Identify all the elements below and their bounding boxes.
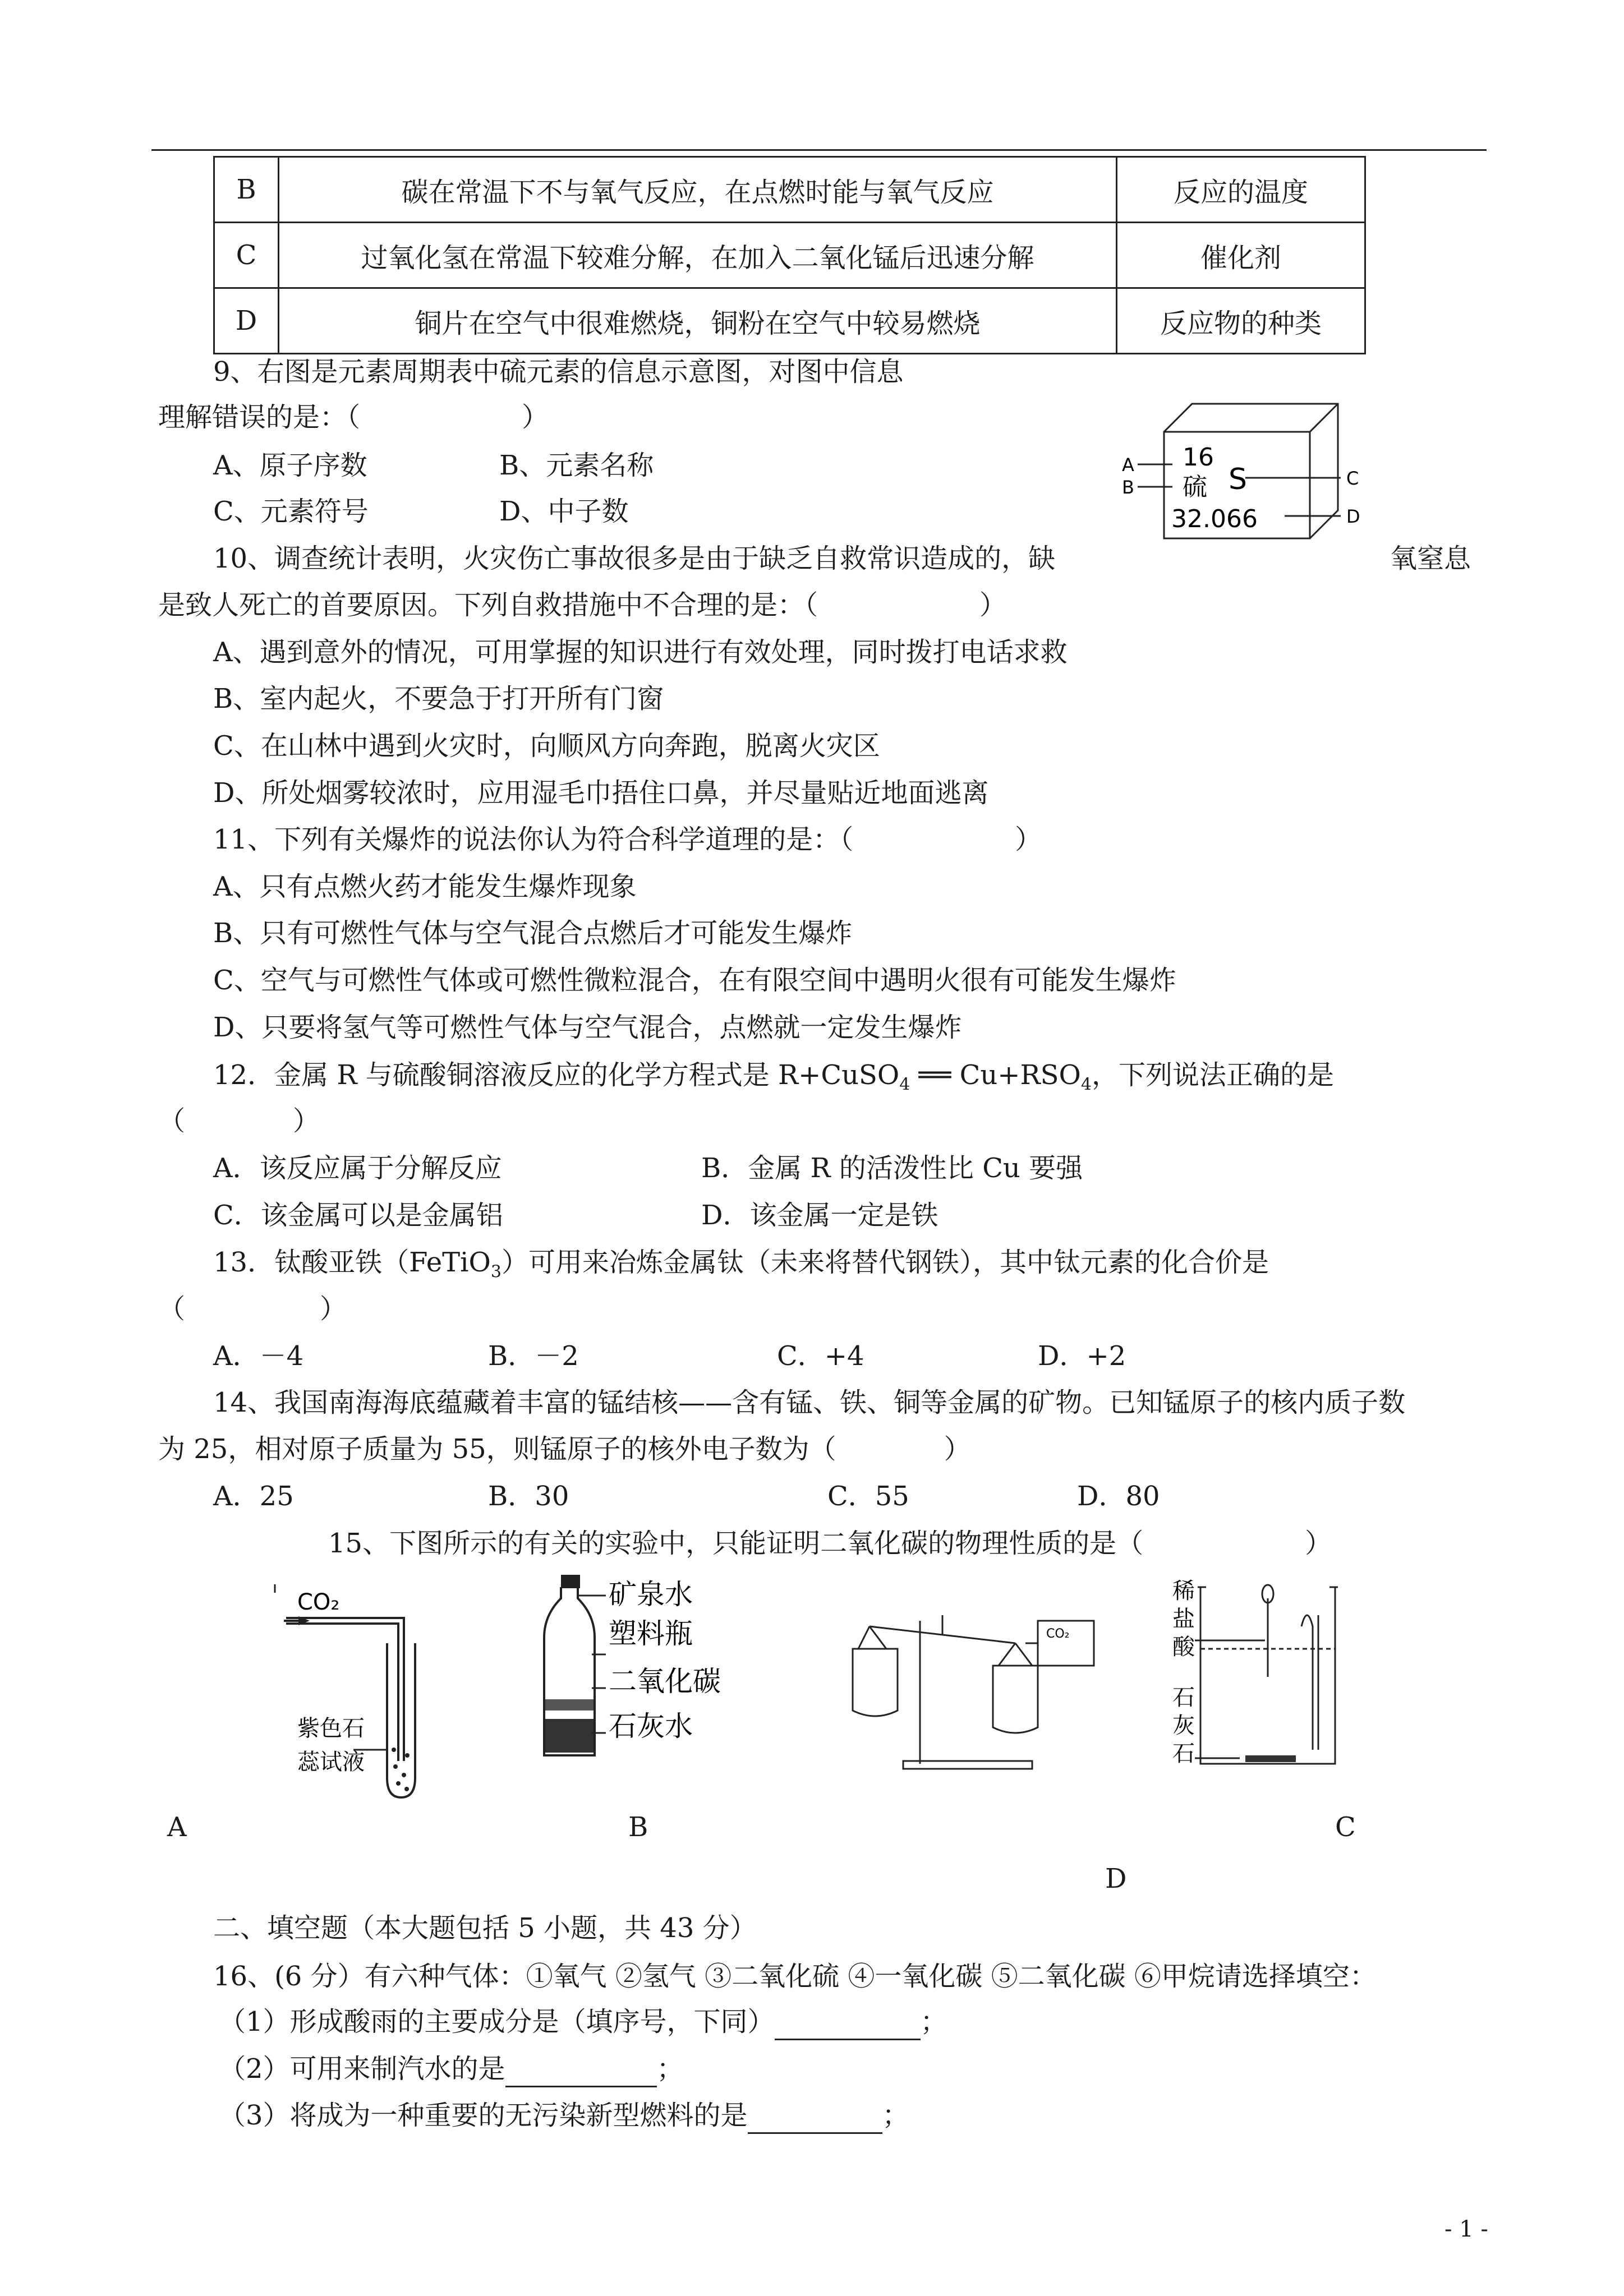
q13-paren: （ ） — [158, 1293, 347, 1325]
fig-a-liquid-line2: 蕊试液 — [297, 1749, 365, 1775]
fig-b-label2: 塑料瓶 — [609, 1617, 693, 1650]
q9-option-d: D、中子数 — [499, 496, 629, 527]
table-row — [214, 157, 1365, 223]
q11-option-a: A、只有点燃火药才能发生爆炸现象 — [213, 871, 637, 902]
q16-part2 — [219, 2052, 684, 2087]
q16-part3-blank[interactable] — [748, 2099, 882, 2134]
row-fact: 过氧化氢在常温下较难分解，在加入二氧化锰后迅速分解 — [279, 223, 1117, 288]
row-letter: D — [214, 288, 279, 354]
q10-stem-line2: 是致人死亡的首要原因。下列自救措施中不合理的是：（ ） — [158, 589, 1007, 621]
q12-sub-2: 4 — [1080, 1075, 1092, 1095]
sulfur-element-figure — [1116, 393, 1374, 544]
q13-stem — [213, 1246, 1269, 1289]
q16-part2-end: ； — [656, 2053, 684, 2085]
section-2-title: 二、填空题（本大题包括 5 小题，共 43 分） — [213, 1912, 757, 1944]
q12-sub-1: 4 — [899, 1075, 910, 1095]
q13-option-d: D．+2 — [1038, 1340, 1126, 1372]
row-letter: B — [214, 157, 279, 223]
table-row — [214, 223, 1365, 288]
fig-d-acid-3: 酸 — [1172, 1634, 1195, 1660]
fig-d-stone-2: 灰 — [1172, 1713, 1195, 1739]
q15-figure-c — [847, 1604, 1105, 1772]
q10-option-a: A、遇到意外的情况，可用掌握的知识进行有效处理，同时拨打电话求救 — [213, 637, 1068, 668]
q13-stem-pre: 13．钛酸亚铁（FeTiO — [213, 1247, 491, 1278]
row-fact: 碳在常温下不与氧气反应，在点燃时能与氧气反应 — [279, 157, 1117, 223]
q12-option-b: B．金属 R 的活泼性比 Cu 要强 — [701, 1152, 1083, 1184]
q15-stem: 15、下图所示的有关的实验中，只能证明二氧化碳的物理性质的是（ ） — [328, 1528, 1332, 1559]
page-number: - 1 - — [1444, 2216, 1488, 2242]
row-factor: 催化剂 — [1117, 223, 1365, 288]
fig-b-label3: 二氧化碳 — [609, 1665, 721, 1698]
q9-stem-line2: 理解错误的是：（ ） — [158, 402, 549, 433]
row-factor: 反应物的种类 — [1117, 288, 1365, 354]
fig-a-gas-label: CO₂ — [297, 1589, 340, 1615]
row-fact: 铜片在空气中很难燃烧，铜粉在空气中较易燃烧 — [279, 288, 1117, 354]
q9-option-c: C、元素符号 — [213, 496, 369, 527]
q16-part3-end: ； — [882, 2100, 909, 2131]
q10-option-b: B、室内起火，不要急于打开所有门窗 — [213, 683, 664, 714]
q12-option-d: D．该金属一定是铁 — [701, 1200, 938, 1231]
fig-c-caption: C — [1335, 1811, 1356, 1843]
q13-option-b: B．－2 — [488, 1340, 579, 1372]
sulfur-label-c: C — [1346, 468, 1359, 489]
q14-option-c: C．55 — [827, 1481, 909, 1512]
q9-option-a: A、原子序数 — [213, 450, 367, 481]
q15-figure-d — [1167, 1565, 1358, 1778]
q13-stem-post: ）可用来冶炼金属钛（未来将替代钢铁），其中钛元素的化合价是 — [501, 1247, 1269, 1278]
q14-stem-line2: 为 25，相对原子质量为 55，则锰原子的核外电子数为（ ） — [158, 1433, 971, 1465]
q12-equation: ══ Cu+RSO — [910, 1059, 1081, 1091]
q16-part2-blank[interactable] — [505, 2052, 657, 2087]
fig-b-label4: 石灰水 — [609, 1710, 693, 1742]
q16-part3 — [219, 2099, 909, 2134]
q9-option-b: B、元素名称 — [499, 450, 654, 481]
fig-d-caption: D — [1105, 1863, 1127, 1894]
q12-stem-post: ，下列说法正确的是 — [1091, 1059, 1334, 1091]
q11-stem: 11、下列有关爆炸的说法你认为符合科学道理的是：（ ） — [213, 824, 1042, 855]
factor-table — [213, 156, 1366, 354]
q12-option-a: A．该反应属于分解反应 — [213, 1152, 502, 1184]
fig-d-acid-1: 稀 — [1172, 1578, 1195, 1604]
q16-part1-end: ； — [920, 2006, 947, 2037]
q10-stem-line1: 10、调查统计表明，火灾伤亡事故很多是由于缺乏自救常识造成的，缺 — [213, 543, 1056, 574]
fig-b-label1: 矿泉水 — [609, 1578, 693, 1611]
q15-figure-b — [539, 1570, 774, 1772]
q16-stem: 16、(6 分）有六种气体：①氧气 ②氢气 ③二氧化硫 ④一氧化碳 ⑤二氧化碳 ⑥甲烷请选择填空： — [213, 1961, 1377, 1992]
q16-part3-text: （3）将成为一种重要的无污染新型燃料的是 — [219, 2100, 748, 2131]
q13-option-a: A．－4 — [213, 1340, 304, 1372]
sulfur-name: 硫 — [1183, 473, 1207, 501]
q16-part1 — [219, 2005, 947, 2040]
q14-option-d: D．80 — [1077, 1481, 1160, 1512]
sulfur-atomic-mass: 32.066 — [1171, 505, 1258, 533]
fig-c-gas-label: CO₂ — [1046, 1627, 1070, 1641]
q9-stem-line1: 9、右图是元素周期表中硫元素的信息示意图，对图中信息 — [213, 356, 904, 388]
q16-part1-text: （1）形成酸雨的主要成分是（填序号，下同） — [219, 2006, 775, 2037]
q16-part1-blank[interactable] — [775, 2005, 921, 2040]
q10-stem-line1-tail: 氧窒息 — [1390, 543, 1471, 574]
row-factor: 反应的温度 — [1117, 157, 1365, 223]
q13-option-c: C．+4 — [777, 1340, 864, 1372]
row-letter: C — [214, 223, 279, 288]
q15-figure-a — [264, 1576, 454, 1811]
q12-stem — [213, 1058, 1334, 1102]
fig-d-acid-2: 盐 — [1172, 1606, 1195, 1632]
q12-option-c: C．该金属可以是金属铝 — [213, 1200, 503, 1231]
q12-paren: （ ） — [158, 1105, 320, 1137]
q12-stem-pre: 12．金属 R 与硫酸铜溶液反应的化学方程式是 R+CuSO — [213, 1059, 900, 1091]
q14-stem-line1: 14、我国南海海底蕴藏着丰富的锰结核——含有锰、铁、铜等金属的矿物。已知锰原子的核内质子数 — [213, 1387, 1406, 1418]
fig-d-stone-3: 石 — [1172, 1741, 1195, 1767]
q14-option-b: B．30 — [488, 1481, 569, 1512]
q13-sub: 3 — [490, 1262, 502, 1282]
top-rule — [151, 149, 1487, 151]
fig-b-caption: B — [628, 1811, 648, 1843]
sulfur-atomic-number: 16 — [1183, 443, 1214, 472]
sulfur-label-a: A — [1122, 454, 1134, 476]
q11-option-d: D、只要将氢气等可燃性气体与空气混合，点燃就一定发生爆炸 — [213, 1012, 962, 1043]
q14-option-a: A．25 — [213, 1481, 294, 1512]
q10-option-c: C、在山林中遇到火灾时，向顺风方向奔跑，脱离火灾区 — [213, 730, 880, 762]
sulfur-label-b: B — [1122, 477, 1134, 498]
sulfur-symbol: S — [1229, 463, 1248, 496]
fig-a-liquid-line1: 紫色石 — [297, 1716, 365, 1741]
fig-d-stone-1: 石 — [1172, 1685, 1195, 1711]
table-row — [214, 288, 1365, 354]
q16-part2-text: （2）可用来制汽水的是 — [219, 2053, 505, 2085]
q11-option-b: B、只有可燃性气体与空气混合点燃后才可能发生爆炸 — [213, 918, 853, 949]
sulfur-label-d: D — [1346, 506, 1360, 527]
fig-a-caption: A — [167, 1811, 187, 1843]
q10-option-d: D、所处烟雾较浓时，应用湿毛巾捂住口鼻，并尽量贴近地面逃离 — [213, 777, 989, 809]
q11-option-c: C、空气与可燃性气体或可燃性微粒混合，在有限空间中遇明火很有可能发生爆炸 — [213, 965, 1176, 996]
